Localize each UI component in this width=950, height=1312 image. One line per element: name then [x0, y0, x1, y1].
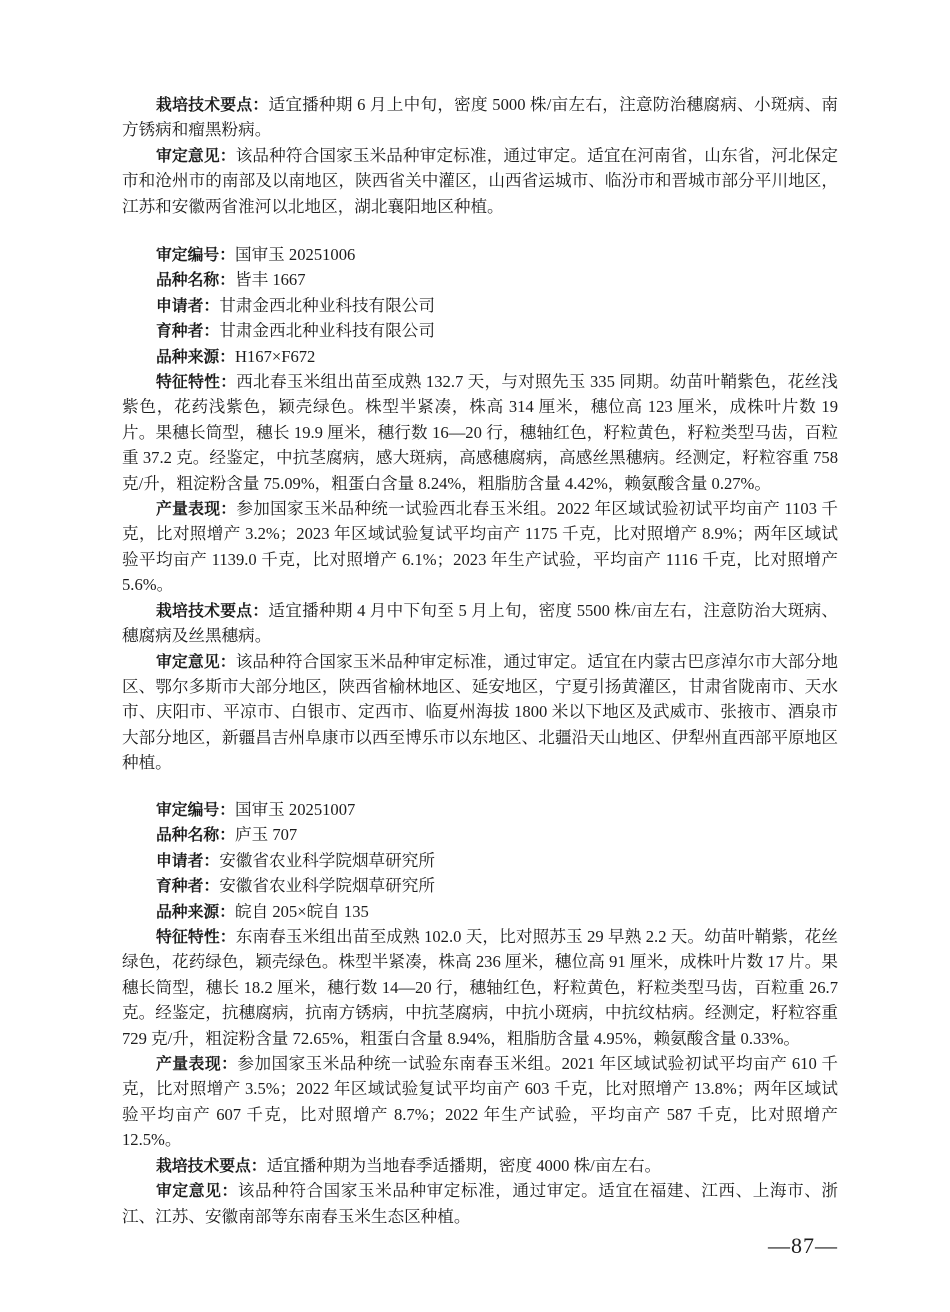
field-label: 审定意见： [156, 145, 236, 165]
field-value: 甘肃金西北种业科技有限公司 [219, 295, 435, 315]
field-label: 产量表现： [156, 499, 237, 519]
field-paragraph [122, 267, 838, 292]
field-paragraph [122, 822, 838, 847]
field-label: 栽培技术要点： [156, 95, 269, 114]
field-value: 该品种符合国家玉米品种审定标准，通过审定。适宜在内蒙古巴彦淖尔市大部分地区、鄂尔多斯市大部分地区，陕西省榆林地区、延安地区，宁夏引扬黄灌区，甘肃省陇南市、天水市、庆阳市、平凉市、白银市、定西市、临夏州海拔 1800 米以下地区及武威市、张掖市、酒泉市大部分地区，新疆昌吉州阜康市以西至博乐市以东地区、北疆沿天山地区、伊犁州直西部平原地区种植。 [122, 651, 838, 773]
field-label: 审定意见： [156, 1181, 238, 1201]
field-paragraph [122, 1178, 838, 1229]
field-value: 该品种符合国家玉米品种审定标准，通过审定。适宜在河南省，山东省，河北保定市和沧州市的南部及以南地区，陕西省关中灌区，山西省运城市、临汾市和晋城市部分平川地区，江苏和安徽两省淮河以北地区，湖北襄阳地区种植。 [122, 145, 838, 216]
field-label: 特征特性： [156, 372, 237, 392]
field-value: 适宜播种期为当地春季适播期，密度 4000 株/亩左右。 [266, 1155, 662, 1175]
field-paragraph [122, 1153, 838, 1178]
field-paragraph [122, 318, 838, 343]
field-label: 品种名称： [156, 270, 235, 290]
page-number: —87— [768, 1233, 838, 1258]
field-value: 适宜播种期 4 月中下旬至 5 月上旬，密度 5500 株/亩左右，注意防治大斑病、穗腐病及丝黑穗病。 [122, 600, 838, 646]
field-paragraph [122, 899, 838, 924]
field-value: 参加国家玉米品种统一试验西北春玉米组。2022 年区域试验初试平均亩产 1103 千克，比对照增产 3.2%；2023 年区域试验复试平均亩产 1175 千克，比对照增产 8.9%；两年区域试验平均亩产 1139.0 千克，比对照增产 6.1%；2023 年生产试验，平均亩产 1116 千克，比对照增产 5.6%。 [122, 499, 838, 595]
field-value: 该品种符合国家玉米品种审定标准，通过审定。适宜在福建、江西、上海市、浙江、江苏、安徽南部等东南春玉米生态区种植。 [122, 1181, 838, 1226]
field-value: 皖自 205×皖自 135 [235, 901, 369, 921]
field-paragraph [122, 344, 838, 369]
field-value: 安徽省农业科学院烟草研究所 [219, 876, 435, 896]
field-paragraph [122, 649, 838, 776]
field-label: 育种者： [156, 321, 220, 341]
field-label: 产量表现： [156, 1054, 238, 1074]
field-label: 申请者： [156, 295, 220, 315]
field-value: 国审玉 20251006 [235, 245, 356, 264]
field-label: 育种者： [156, 876, 220, 896]
field-label: 申请者： [156, 850, 220, 870]
field-paragraph [122, 873, 838, 898]
field-label: 栽培技术要点： [156, 600, 269, 620]
field-value: 国审玉 20251007 [235, 800, 356, 819]
field-label: 品种来源： [156, 346, 235, 366]
field-label: 特征特性： [156, 927, 236, 947]
field-paragraph [122, 92, 838, 143]
field-label: 审定意见： [156, 651, 236, 671]
field-value: 皆丰 1667 [235, 270, 306, 290]
field-paragraph [122, 1051, 838, 1153]
field-value: 西北春玉米组出苗至成熟 132.7 天，与对照先玉 335 同期。幼苗叶鞘紫色，花丝浅紫色，花药浅紫色，颖壳绿色。株型半紧凑，株高 314 厘米，穗位高 123 厘米，成株叶片数 19 片。果穗长筒型，穗长 19.9 厘米，穗行数 16—20 行，穗轴红色，籽粒黄色，籽粒类型马齿，百粒重 37.2 克。经鉴定，中抗茎腐病，感大斑病，高感穗腐病，高感丝黑穗病。经测定，籽粒容重 758 克/升，粗淀粉含量 75.09%，粗蛋白含量 8.24%，粗脂肪含量 4.42%，赖氨酸含量 0.27%。 [122, 372, 838, 493]
field-paragraph [122, 848, 838, 873]
field-label: 品种名称： [156, 825, 235, 845]
field-value: H167×F672 [235, 346, 316, 366]
field-paragraph [122, 598, 838, 649]
field-paragraph [122, 496, 838, 598]
field-paragraph [122, 242, 838, 267]
field-value: 东南春玉米组出苗至成熟 102.0 天，比对照苏玉 29 早熟 2.2 天。幼苗叶鞘紫，花丝绿色，花药绿色，颖壳绿色。株型半紧凑，株高 236 厘米，穗位高 91 厘米，成株叶片数 17 片。果穗长筒型，穗长 18.2 厘米，穗行数 14—20 行，穗轴红色，籽粒黄色，籽粒类型马齿，百粒重 26.7 克。经鉴定，抗穗腐病，抗南方锈病，中抗茎腐病，中抗小斑病，中抗纹枯病。经测定，籽粒容重 729 克/升，粗淀粉含量 72.65%，粗蛋白含量 8.94%，粗脂肪含量 4.95%，赖氨酸含量 0.33%。 [122, 927, 838, 1048]
variety-entry-20251007 [122, 797, 838, 1229]
field-paragraph [122, 924, 838, 1051]
field-value: 庐玉 707 [235, 825, 298, 845]
variety-entry-20251006 [122, 242, 838, 776]
field-value: 参加国家玉米品种统一试验东南春玉米组。2021 年区域试验初试平均亩产 610 千克，比对照增产 3.5%；2022 年区域试验复试平均亩产 603 千克，比对照增产 13.8%；两年区域试验平均亩产 607 千克，比对照增产 8.7%；2022 年生产试验，平均亩产 587 千克，比对照增产 12.5%。 [122, 1054, 838, 1150]
field-value: 适宜播种期 6 月上中旬，密度 5000 株/亩左右，注意防治穗腐病、小斑病、南方锈病和瘤黑粉病。 [122, 95, 838, 140]
field-label: 品种来源： [156, 901, 235, 921]
variety-entry-continued [122, 92, 838, 219]
field-value: 安徽省农业科学院烟草研究所 [219, 850, 435, 870]
field-value: 甘肃金西北种业科技有限公司 [219, 321, 435, 341]
field-label: 审定编号： [156, 800, 235, 819]
field-paragraph [122, 797, 838, 822]
field-paragraph [122, 143, 838, 219]
field-paragraph [122, 293, 838, 318]
field-label: 审定编号： [156, 245, 235, 264]
field-paragraph [122, 369, 838, 496]
field-label: 栽培技术要点： [156, 1155, 267, 1175]
